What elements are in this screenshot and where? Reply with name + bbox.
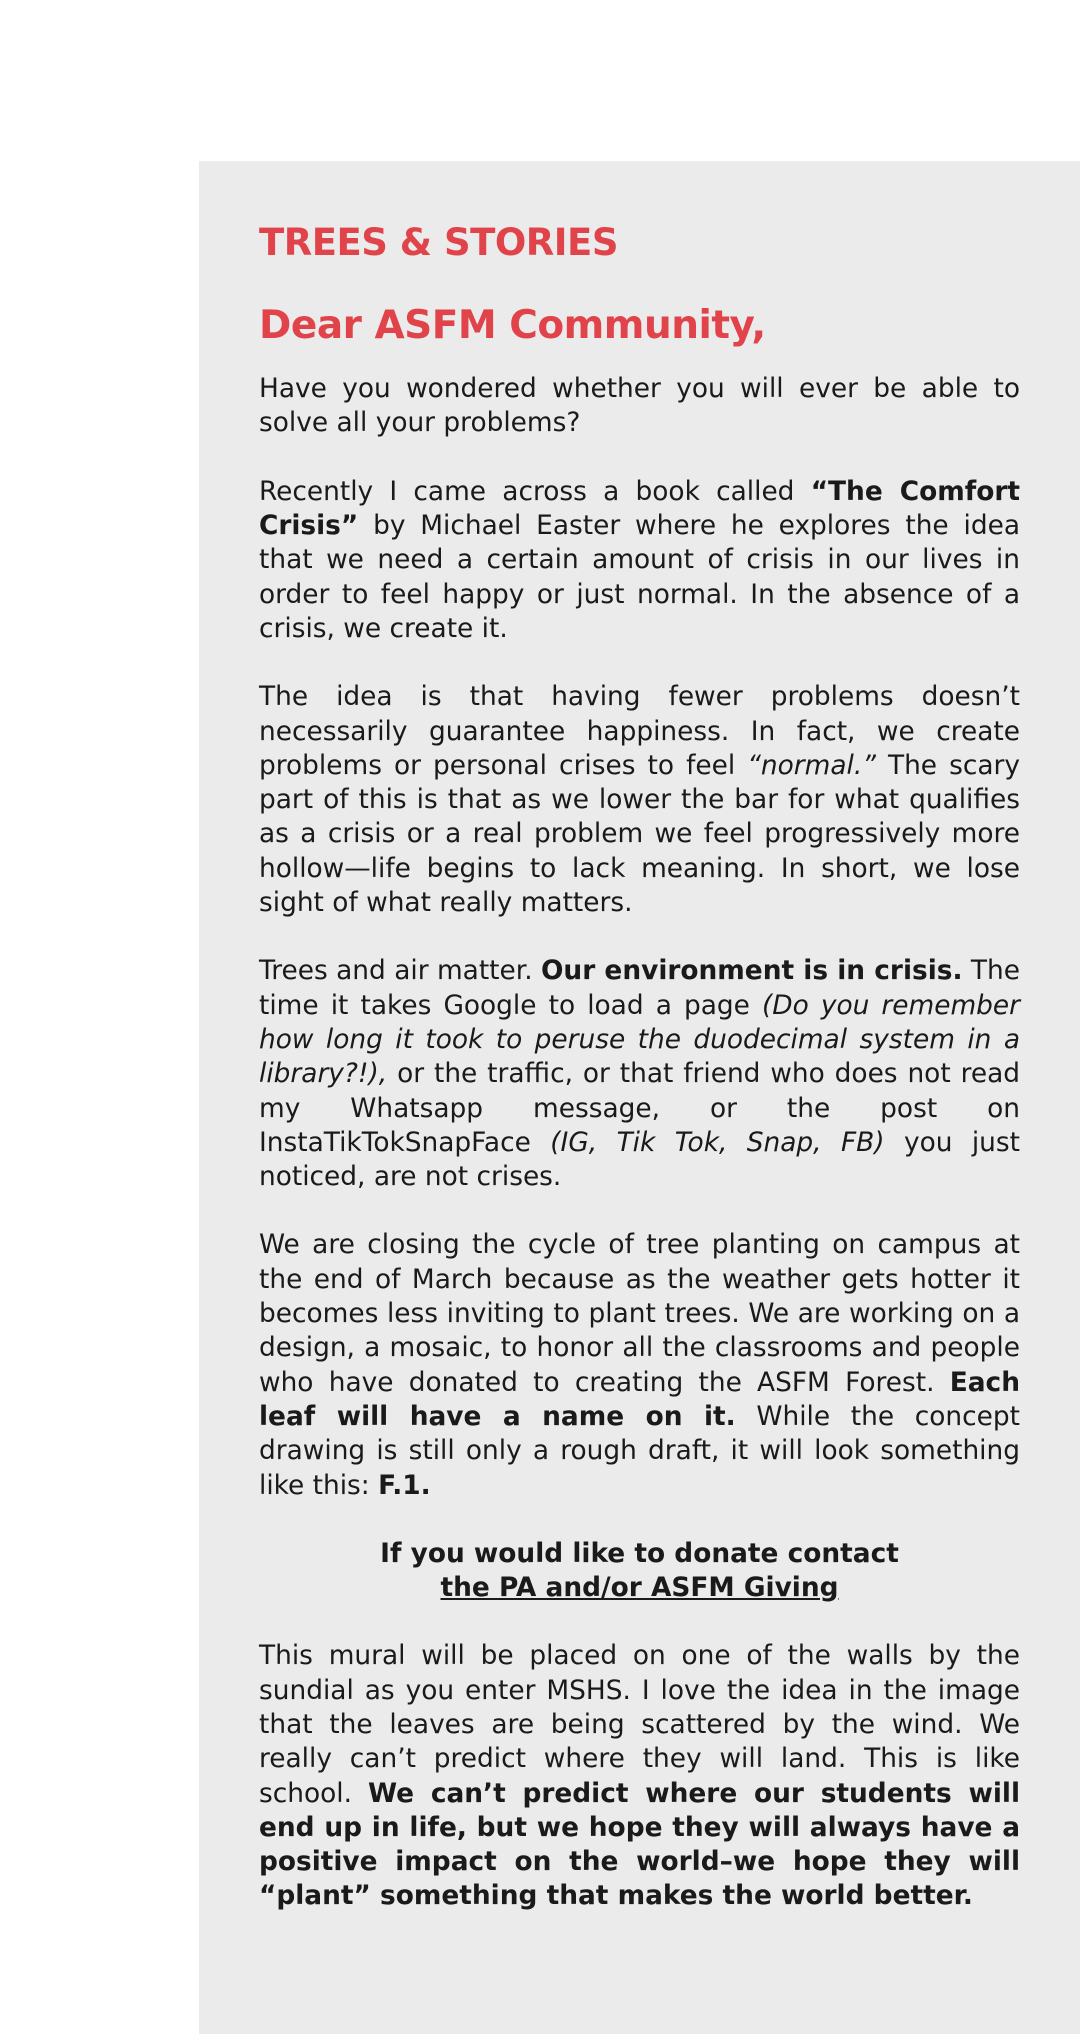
book-title: “The Comfort Crisis” [259,475,1020,542]
paragraph-tree-planting [259,1228,1020,1502]
article-content [259,221,1020,1914]
paragraph-intro [259,372,1020,441]
p4-environment-crisis: Our environment is in crisis. [540,955,963,987]
article-panel [199,161,1080,2034]
p2-text-c: by Michael Easter where he explores the idea that we need a certain amount of crisis in our lives in order to feel happy or just normal. In the absence of a crisis, we create it. [259,510,1020,644]
donate-callout [259,1537,1020,1606]
p4-text-a: Trees and air matter. [259,955,541,987]
section-title: TREES & STORIES [259,221,618,264]
salutation-heading: Dear ASFM Community, [259,303,766,349]
donate-line-1: If you would like to donate contact [380,1537,899,1569]
p5-text-c: While the concept drawing is still only a rough draft, it will look something like this: [259,1400,1020,1501]
p4-duodecimal-aside: (Do you remember how long it took to peruse the duodecimal system in a library?!), [259,989,1020,1090]
p3-normal-quote: “normal.” [747,749,876,781]
p5-figure-ref: F.1. [378,1469,431,1501]
p4-text-g: you just noticed, are not crises. [259,1126,1020,1193]
paragraph-mural [259,1639,1020,1913]
paragraph-environment [259,954,1020,1194]
donate-contact-link[interactable]: the PA and/or ASFM Giving [440,1572,839,1604]
p6-closing-bold: We can’t predict where our students will end up in life, but we hope they will always have a positive impact on the world–we hope they will “plant” something that makes the world better. [259,1777,1021,1912]
p4-text-e: or the traffic, or that friend who does not read my Whatsapp message, or the post on InstaTikTokSnapFace [259,1058,1020,1158]
p4-social-aside: (IG, Tik Tok, Snap, FB) [550,1126,885,1158]
p5-leaf-name: Each leaf will have a name on it. [259,1366,1020,1432]
paragraph-intro-text: Have you wondered whether you will ever be able to solve all your problems? [259,373,1020,439]
p3-text-c: The scary part of this is that as we lower the bar for what qualifies as a crisis or a real problem we feel progressively more hollow—life begins to lack meaning. In short, we lose sight of what really matters. [259,749,1020,919]
p5-text-a: We are closing the cycle of tree planting on campus at the end of March because as the weather gets hotter it becomes less inviting to plant trees. We are working on a design, a mosaic, to honor all the classrooms and people who have donated to creating the ASFM Forest. [259,1229,1020,1398]
p6-text-a: This mural will be placed on one of the walls by the sundial as you enter MSHS. I love the idea in the image that the leaves are being scattered by the wind. We really can’t predict where they will land. This is like school. [259,1640,1020,1809]
paragraph-idea [259,680,1020,920]
p3-text-a: The idea is that having fewer problems doesn’t necessarily guarantee happiness. In fact, we create problems or personal crises to feel [259,681,1020,781]
p2-text-a: Recently I came across a book called [259,475,811,507]
paragraph-comfort-crisis [259,475,1020,646]
p4-text-c: The time it takes Google to load a page [259,955,1020,1021]
